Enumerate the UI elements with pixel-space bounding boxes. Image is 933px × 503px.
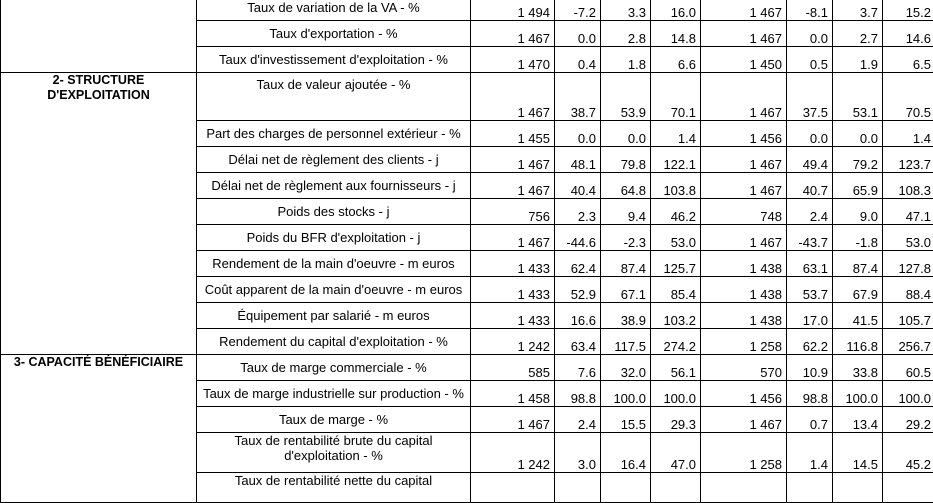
- value-cell: 40.4: [555, 173, 601, 199]
- value-cell: 0.0: [601, 121, 651, 147]
- value-cell: 37.5: [787, 73, 833, 121]
- value-cell: 108.3: [883, 173, 933, 199]
- value-cell: 1 467: [701, 225, 787, 251]
- value-cell: 6.6: [651, 47, 701, 73]
- ratio-label: Taux d'investissement d'exploitation - %: [197, 47, 471, 73]
- value-cell: 127.8: [883, 251, 933, 277]
- value-cell: [883, 473, 933, 503]
- value-cell: 105.7: [883, 303, 933, 329]
- value-cell: 64.8: [601, 173, 651, 199]
- value-cell: 1 467: [701, 173, 787, 199]
- value-cell: 103.2: [651, 303, 701, 329]
- value-cell: 46.2: [651, 199, 701, 225]
- value-cell: 1 456: [701, 121, 787, 147]
- value-cell: [471, 473, 555, 503]
- value-cell: 98.8: [787, 381, 833, 407]
- value-cell: 63.1: [787, 251, 833, 277]
- value-cell: 16.4: [601, 433, 651, 473]
- value-cell: 9.0: [833, 199, 883, 225]
- ratio-label: Taux de valeur ajoutée - %: [197, 73, 471, 121]
- value-cell: 1 467: [701, 73, 787, 121]
- value-cell: 122.1: [651, 147, 701, 173]
- value-cell: 0.4: [555, 47, 601, 73]
- ratio-label: Rendement de la main d'oeuvre - m euros: [197, 251, 471, 277]
- value-cell: 1 438: [701, 277, 787, 303]
- value-cell: 70.1: [651, 73, 701, 121]
- value-cell: 100.0: [883, 381, 933, 407]
- value-cell: 570: [701, 355, 787, 381]
- value-cell: 0.0: [555, 21, 601, 47]
- ratio-label: Poids des stocks - j: [197, 199, 471, 225]
- value-cell: 7.6: [555, 355, 601, 381]
- value-cell: 53.0: [883, 225, 933, 251]
- value-cell: 103.8: [651, 173, 701, 199]
- ratio-label: Équipement par salarié - m euros: [197, 303, 471, 329]
- value-cell: 100.0: [651, 381, 701, 407]
- value-cell: 60.5: [883, 355, 933, 381]
- value-cell: 17.0: [787, 303, 833, 329]
- value-cell: 16.6: [555, 303, 601, 329]
- value-cell: 2.3: [555, 199, 601, 225]
- value-cell: 3.3: [601, 0, 651, 21]
- value-cell: 1 467: [471, 225, 555, 251]
- value-cell: 14.8: [651, 21, 701, 47]
- value-cell: 1 450: [701, 47, 787, 73]
- value-cell: 1 438: [701, 251, 787, 277]
- value-cell: 1 467: [471, 147, 555, 173]
- table-row: [1, 355, 933, 381]
- value-cell: -43.7: [787, 225, 833, 251]
- section-title: 2- STRUCTURE D'EXPLOITATION: [1, 73, 197, 355]
- value-cell: 10.9: [787, 355, 833, 381]
- value-cell: 2.8: [601, 21, 651, 47]
- value-cell: 3.0: [555, 433, 601, 473]
- value-cell: 6.5: [883, 47, 933, 73]
- value-cell: 29.2: [883, 407, 933, 433]
- value-cell: 98.8: [555, 381, 601, 407]
- value-cell: [601, 473, 651, 503]
- value-cell: 1 470: [471, 47, 555, 73]
- value-cell: [651, 473, 701, 503]
- value-cell: 1 438: [701, 303, 787, 329]
- value-cell: 1 467: [471, 173, 555, 199]
- value-cell: -7.2: [555, 0, 601, 21]
- value-cell: 100.0: [833, 381, 883, 407]
- value-cell: 1 456: [701, 381, 787, 407]
- value-cell: 45.2: [883, 433, 933, 473]
- value-cell: 748: [701, 199, 787, 225]
- value-cell: 32.0: [601, 355, 651, 381]
- ratio-label: Rendement du capital d'exploitation - %: [197, 329, 471, 355]
- value-cell: 1 258: [701, 433, 787, 473]
- value-cell: 88.4: [883, 277, 933, 303]
- value-cell: 0.0: [787, 21, 833, 47]
- value-cell: 79.2: [833, 147, 883, 173]
- ratio-label: Taux de rentabilité nette du capital: [197, 473, 471, 503]
- value-cell: 13.4: [833, 407, 883, 433]
- value-cell: 1 467: [471, 73, 555, 121]
- value-cell: 1 467: [701, 407, 787, 433]
- value-cell: 1 258: [701, 329, 787, 355]
- value-cell: 56.1: [651, 355, 701, 381]
- value-cell: 48.1: [555, 147, 601, 173]
- value-cell: 1.9: [833, 47, 883, 73]
- ratio-label: Taux d'exportation - %: [197, 21, 471, 47]
- value-cell: [701, 473, 787, 503]
- value-cell: 1.8: [601, 47, 651, 73]
- value-cell: 1 494: [471, 0, 555, 21]
- value-cell: 756: [471, 199, 555, 225]
- ratio-label: Taux de marge industrielle sur production - %: [197, 381, 471, 407]
- value-cell: 0.0: [787, 121, 833, 147]
- value-cell: 0.0: [555, 121, 601, 147]
- value-cell: -2.3: [601, 225, 651, 251]
- value-cell: 52.9: [555, 277, 601, 303]
- value-cell: 585: [471, 355, 555, 381]
- value-cell: 1 458: [471, 381, 555, 407]
- value-cell: 16.0: [651, 0, 701, 21]
- value-cell: 256.7: [883, 329, 933, 355]
- value-cell: 9.4: [601, 199, 651, 225]
- value-cell: 47.0: [651, 433, 701, 473]
- ratio-label: Délai net de règlement des clients - j: [197, 147, 471, 173]
- value-cell: 53.1: [833, 73, 883, 121]
- value-cell: 87.4: [601, 251, 651, 277]
- value-cell: 85.4: [651, 277, 701, 303]
- value-cell: 0.5: [787, 47, 833, 73]
- ratio-label: Poids du BFR d'exploitation - j: [197, 225, 471, 251]
- value-cell: 47.1: [883, 199, 933, 225]
- ratio-label: Coût apparent de la main d'oeuvre - m euros: [197, 277, 471, 303]
- value-cell: 33.8: [833, 355, 883, 381]
- value-cell: 123.7: [883, 147, 933, 173]
- value-cell: 1 455: [471, 121, 555, 147]
- value-cell: -8.1: [787, 0, 833, 21]
- value-cell: 38.7: [555, 73, 601, 121]
- ratio-label: Taux de marge commerciale - %: [197, 355, 471, 381]
- value-cell: -44.6: [555, 225, 601, 251]
- value-cell: 53.9: [601, 73, 651, 121]
- value-cell: 1 433: [471, 303, 555, 329]
- value-cell: -1.8: [833, 225, 883, 251]
- value-cell: 2.4: [555, 407, 601, 433]
- value-cell: 116.8: [833, 329, 883, 355]
- value-cell: [787, 473, 833, 503]
- value-cell: [555, 473, 601, 503]
- ratio-label: Taux de rentabilité brute du capital d'exploitation - %: [197, 433, 471, 473]
- value-cell: 15.2: [883, 0, 933, 21]
- value-cell: 0.0: [833, 121, 883, 147]
- value-cell: 1 467: [471, 21, 555, 47]
- value-cell: 53.0: [651, 225, 701, 251]
- value-cell: 65.9: [833, 173, 883, 199]
- value-cell: 49.4: [787, 147, 833, 173]
- value-cell: 14.5: [833, 433, 883, 473]
- value-cell: 29.3: [651, 407, 701, 433]
- value-cell: 67.9: [833, 277, 883, 303]
- value-cell: 0.7: [787, 407, 833, 433]
- value-cell: 40.7: [787, 173, 833, 199]
- value-cell: 15.5: [601, 407, 651, 433]
- ratio-label: Part des charges de personnel extérieur - %: [197, 121, 471, 147]
- table-row: [1, 0, 933, 21]
- value-cell: 70.5: [883, 73, 933, 121]
- value-cell: 1 242: [471, 329, 555, 355]
- section-title: 3- CAPACITÉ BÉNÉFICIAIRE: [1, 355, 197, 503]
- value-cell: 1.4: [883, 121, 933, 147]
- ratio-label: Délai net de règlement aux fournisseurs - j: [197, 173, 471, 199]
- value-cell: 41.5: [833, 303, 883, 329]
- value-cell: 63.4: [555, 329, 601, 355]
- value-cell: 14.6: [883, 21, 933, 47]
- value-cell: 62.4: [555, 251, 601, 277]
- value-cell: 1 242: [471, 433, 555, 473]
- value-cell: 1 467: [701, 21, 787, 47]
- value-cell: 1.4: [651, 121, 701, 147]
- value-cell: 2.4: [787, 199, 833, 225]
- value-cell: 1 467: [701, 147, 787, 173]
- ratio-label: Taux de variation de la VA - %: [197, 0, 471, 21]
- value-cell: 274.2: [651, 329, 701, 355]
- value-cell: 1.4: [787, 433, 833, 473]
- value-cell: 38.9: [601, 303, 651, 329]
- table-row: [1, 73, 933, 121]
- value-cell: 100.0: [601, 381, 651, 407]
- value-cell: [833, 473, 883, 503]
- value-cell: 1 467: [701, 0, 787, 21]
- value-cell: 117.5: [601, 329, 651, 355]
- value-cell: 1 433: [471, 277, 555, 303]
- value-cell: 62.2: [787, 329, 833, 355]
- value-cell: 53.7: [787, 277, 833, 303]
- value-cell: 125.7: [651, 251, 701, 277]
- value-cell: 67.1: [601, 277, 651, 303]
- section-title: [1, 0, 197, 73]
- value-cell: 1 433: [471, 251, 555, 277]
- ratio-label: Taux de marge - %: [197, 407, 471, 433]
- value-cell: 2.7: [833, 21, 883, 47]
- value-cell: 87.4: [833, 251, 883, 277]
- value-cell: 79.8: [601, 147, 651, 173]
- value-cell: 1 467: [471, 407, 555, 433]
- value-cell: 3.7: [833, 0, 883, 21]
